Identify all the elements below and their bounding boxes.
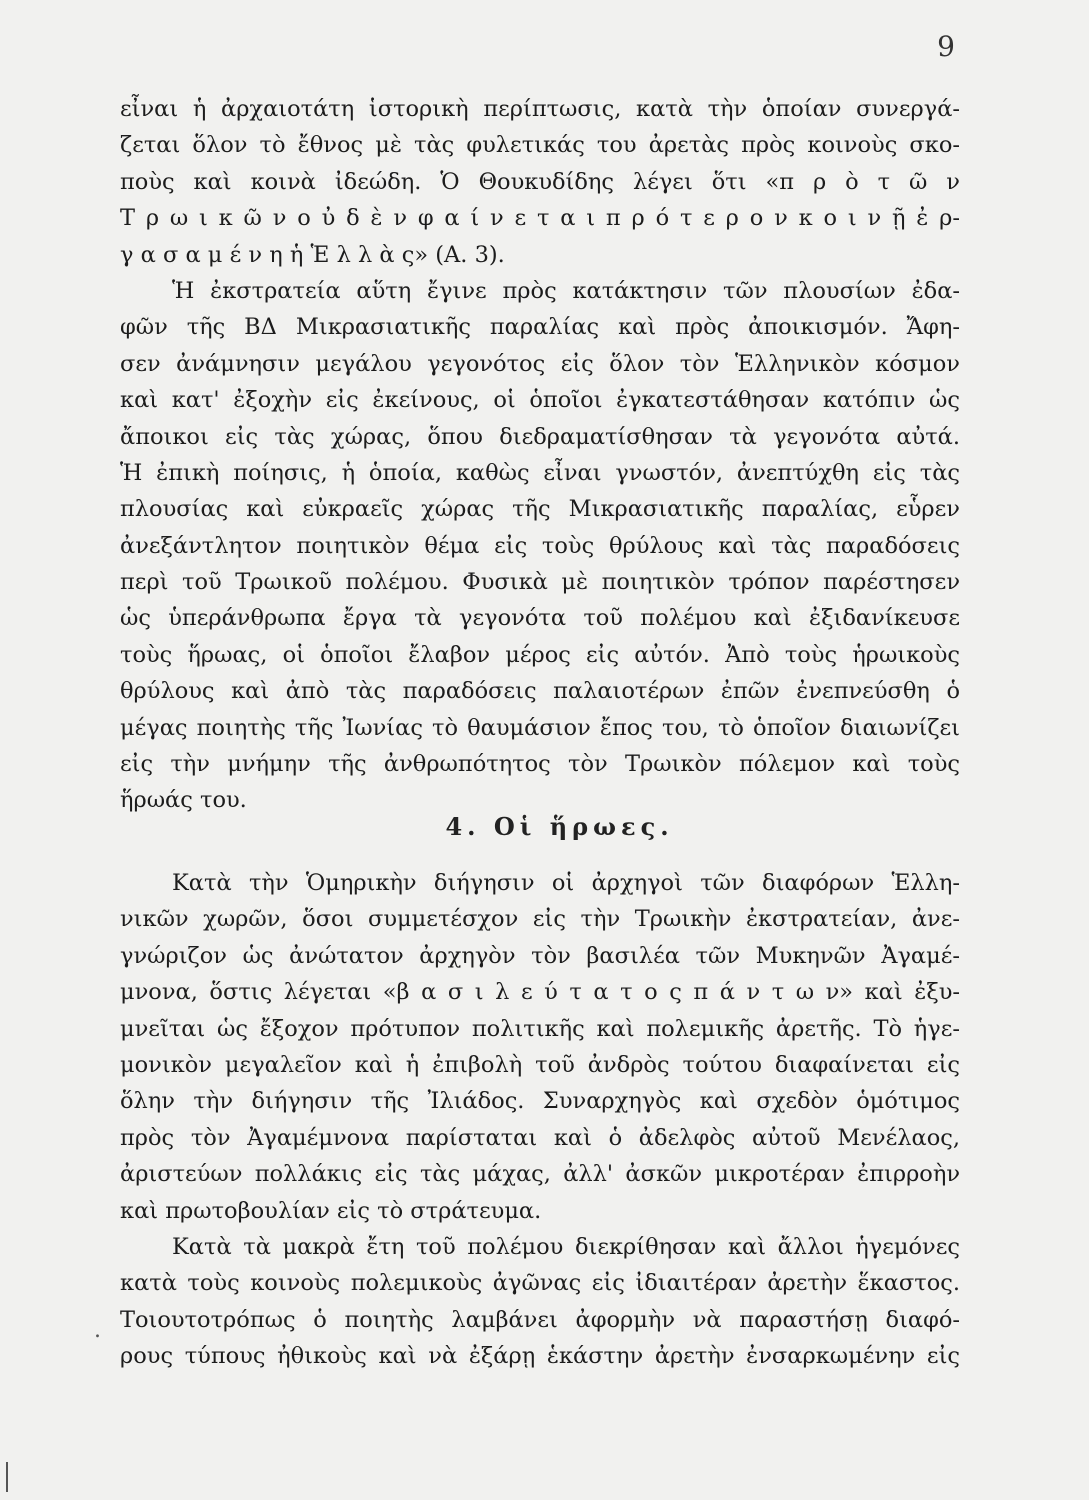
- text-line: θρύλους καὶ ἀπὸ τὰς παραδόσεις παλαιοτέρων ἐπῶν ἐνεπνεύσθη ὁ: [120, 678, 960, 705]
- text-line: μνονα, ὅστις λέγεται «β α σ ι λ ε ύ τ α τ ο ς π ά ν τ ω ν» καὶ ἐξυ-: [120, 979, 960, 1006]
- text-line: Τ ρ ω ι κ ῶ ν ο ὐ δ ὲ ν φ α ί ν ε τ α ι π ρ ό τ ε ρ ο ν κ ο ι ν ῇ ἐ ρ-: [120, 205, 960, 232]
- text-line: πλουσίας καὶ εὐκραεῖς χώρας τῆς Μικρασιατικῆς παραλίας, εὗρεν: [120, 496, 960, 523]
- text-line: πρὸς τὸν Ἀγαμέμνονα παρίσταται καὶ ὁ ἀδελφὸς αὐτοῦ Μενέλαος,: [120, 1124, 960, 1151]
- paragraph-1: [120, 91, 960, 273]
- margin-bar-mark: [6, 1462, 8, 1492]
- text-line: ὡς ὑπεράνθρωπα ἔργα τὰ γεγονότα τοῦ πολέμου καὶ ἐξιδανίκευσε: [120, 605, 960, 632]
- text-line: εἰς τὴν μνήμην τῆς ἀνθρωπότητος τὸν Τρωικὸν πόλεμον καὶ τοὺς: [120, 751, 960, 778]
- text-line: ἥρωάς του.: [120, 787, 247, 814]
- text-line: σεν ἀνάμνησιν μεγάλου γεγονότος εἰς ὅλον τὸν Ἑλληνικὸν κόσμον: [120, 350, 960, 377]
- text-block-lower: [120, 865, 960, 1374]
- text-line: γ α σ α μ έ ν η ἡ Ἑ λ λ ὰ ς» (Α. 3).: [120, 241, 505, 268]
- text-line: εἶναι ἡ ἀρχαιοτάτη ἱστορικὴ περίπτωσις, κατὰ τὴν ὁποίαν συνεργά-: [120, 96, 960, 122]
- paragraph-4: [120, 1229, 960, 1375]
- text-line: μονικὸν μεγαλεῖον καὶ ἡ ἐπιβολὴ τοῦ ἀνδρὸς τούτου διαφαίνεται εἰς: [120, 1051, 960, 1078]
- paragraph-3: [120, 865, 960, 1229]
- text-line: ἀριστεύων πολλάκις εἰς τὰς μάχας, ἀλλ' ἀσκῶν μικροτέραν ἐπιρροὴν: [120, 1161, 960, 1188]
- text-line: μέγας ποιητὴς τῆς Ἰωνίας τὸ θαυμάσιον ἔπος του, τὸ ὁποῖον διαιωνίζει: [120, 714, 960, 741]
- margin-dot-mark: .: [94, 1318, 101, 1343]
- text-line: τοὺς ἥρωας, οἱ ὁποῖοι ἔλαβον μέρος εἰς αὐτόν. Ἀπὸ τοὺς ἡρωικοὺς: [120, 641, 960, 668]
- text-line: μνεῖται ὡς ἔξοχον πρότυπον πολιτικῆς καὶ πολεμικῆς ἀρετῆς. Τὸ ἡγε-: [120, 1015, 960, 1042]
- text-line: νικῶν χωρῶν, ὅσοι συμμετέσχον εἰς τὴν Τρωικὴν ἐκστρατείαν, ἀνε-: [120, 906, 960, 933]
- text-line: γνώριζον ὡς ἀνώτατον ἀρχηγὸν τὸν βασιλέα τῶν Μυκηνῶν Ἀγαμέ-: [120, 942, 960, 969]
- text-line: ἀνεξάντλητον ποιητικὸν θέμα εἰς τοὺς θρύλους καὶ τὰς παραδόσεις: [120, 532, 960, 559]
- text-line: ποὺς καὶ κοινὰ ἰδεώδη. Ὁ Θουκυδίδης λέγει ὅτι «π ρ ὸ τ ῶ ν: [120, 168, 960, 195]
- text-line: περὶ τοῦ Τρωικοῦ πολέμου. Φυσικὰ μὲ ποιητικὸν τρόπον παρέστησεν: [120, 569, 960, 596]
- text-line: Τοιουτοτρόπως ὁ ποιητὴς λαμβάνει ἀφορμὴν νὰ παραστήσῃ διαφό-: [120, 1306, 960, 1333]
- page-number: 9: [937, 30, 955, 63]
- text-line: καὶ πρωτοβουλίαν εἰς τὸ στράτευμα.: [120, 1197, 542, 1224]
- text-line: Ἡ ἐπικὴ ποίησις, ἡ ὁποία, καθὼς εἶναι γνωστόν, ἀνεπτύχθη εἰς τὰς: [120, 459, 960, 486]
- text-line: Κατὰ τὰ μακρὰ ἔτη τοῦ πολέμου διεκρίθησαν καὶ ἄλλοι ἡγεμόνες: [172, 1233, 960, 1260]
- paragraph-2: [120, 273, 960, 819]
- text-line: ζεται ὅλον τὸ ἔθνος μὲ τὰς φυλετικάς του ἀρετὰς πρὸς κοινοὺς σκο-: [120, 132, 960, 159]
- text-line: Ἡ ἐκστρατεία αὕτη ἔγινε πρὸς κατάκτησιν τῶν πλουσίων ἐδα-: [172, 277, 960, 304]
- text-line: καὶ κατ' ἐξοχὴν εἰς ἐκείνους, οἱ ὁποῖοι ἐγκατεστάθησαν κατόπιν ὡς: [120, 387, 960, 414]
- text-line: Κατὰ τὴν Ὁμηρικὴν διήγησιν οἱ ἀρχηγοὶ τῶν διαφόρων Ἑλλη-: [172, 870, 960, 896]
- text-line: ἄποικοι εἰς τὰς χώρας, ὅπου διεδραματίσθησαν τὰ γεγονότα αὐτά.: [120, 423, 960, 450]
- text-block-upper: [120, 91, 960, 819]
- section-heading: 4. Οἱ ἥρωες.: [445, 812, 674, 841]
- text-line: φῶν τῆς ΒΔ Μικρασιατικῆς παραλίας καὶ πρὸς ἀποικισμόν. Ἄφη-: [120, 314, 960, 341]
- text-line: κατὰ τοὺς κοινοὺς πολεμικοὺς ἀγῶνας εἰς ἰδιαιτέραν ἀρετὴν ἕκαστος.: [120, 1270, 960, 1297]
- text-line: ρους τύπους ἠθικοὺς καὶ νὰ ἐξάρῃ ἑκάστην ἀρετὴν ἐνσαρκωμένην εἰς: [120, 1343, 960, 1370]
- text-line: ὅλην τὴν διήγησιν τῆς Ἰλιάδος. Συναρχηγὸς καὶ σχεδὸν ὁμότιμος: [120, 1088, 960, 1115]
